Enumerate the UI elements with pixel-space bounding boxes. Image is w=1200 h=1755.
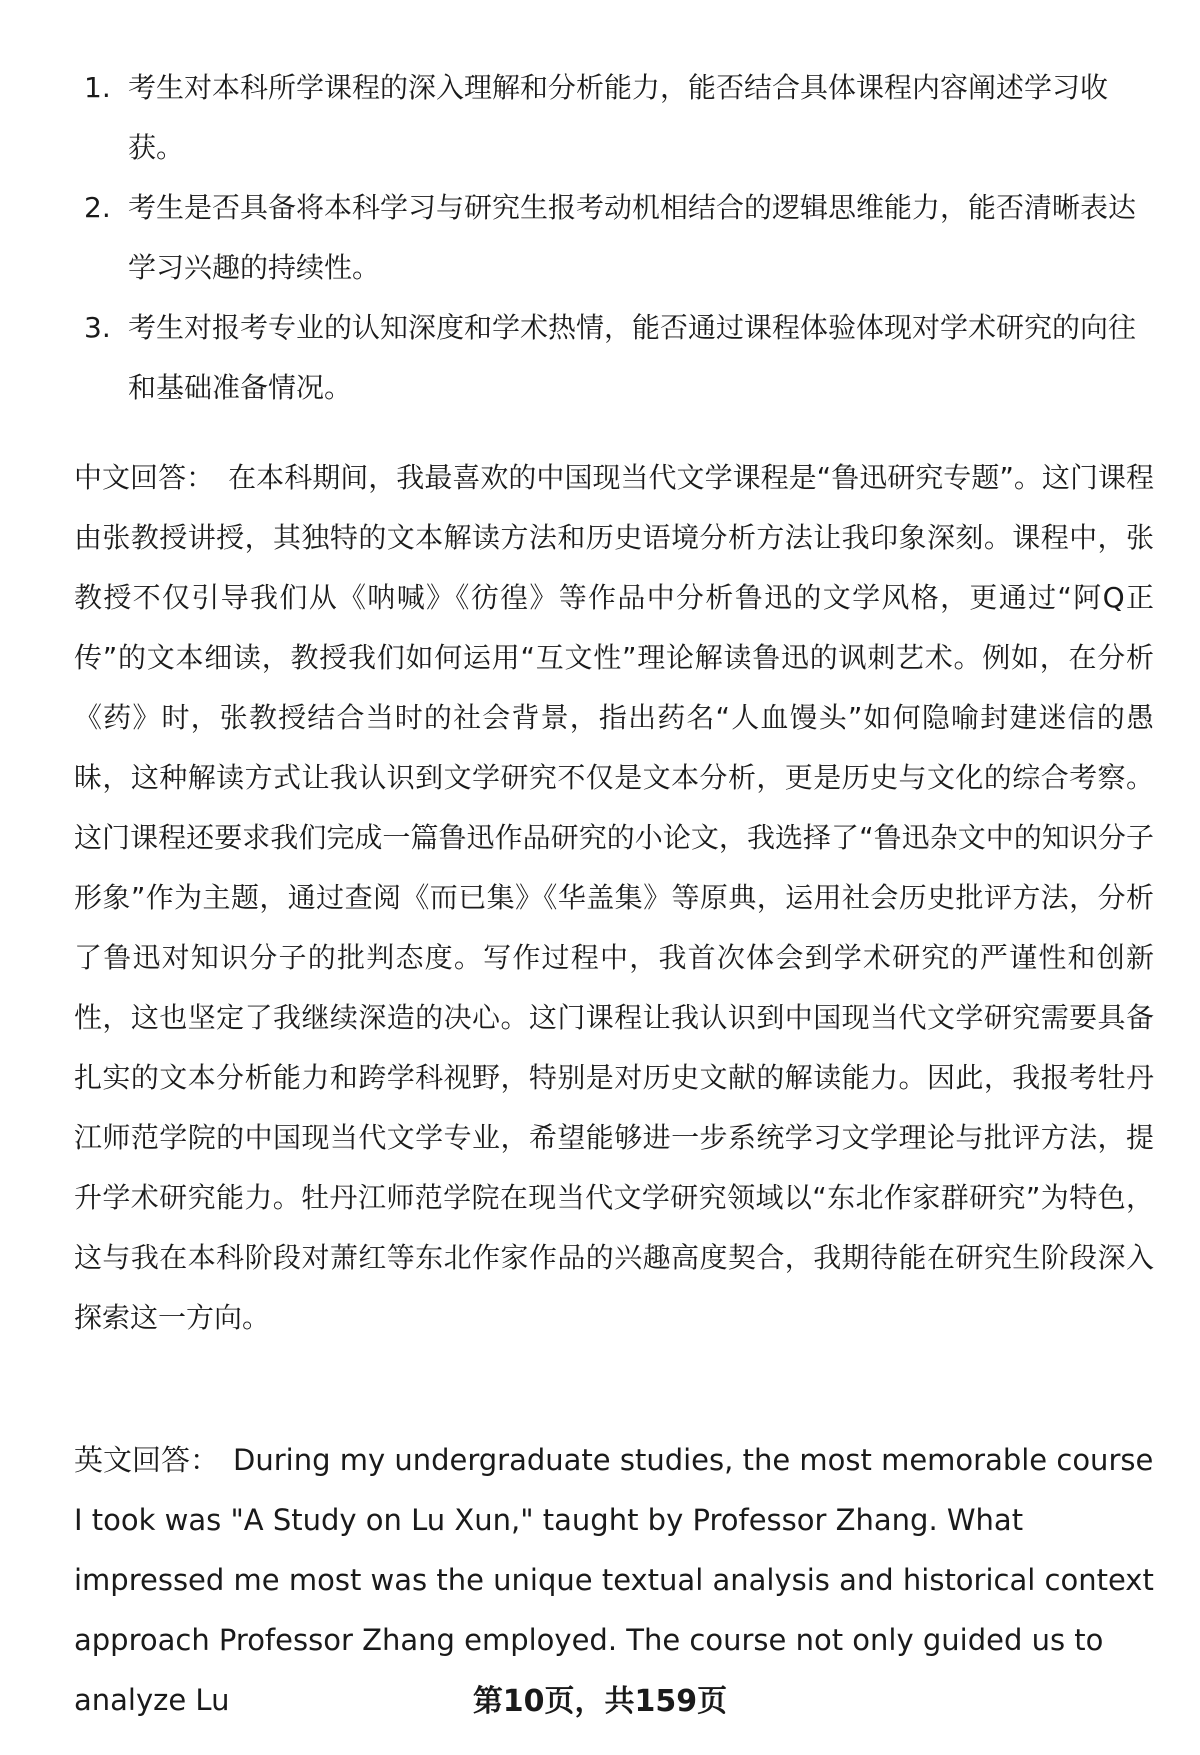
chinese-answer-text: 在本科期间，我最喜欢的中国现当代文学课程是“鲁迅研究专题”。这门课程由张教授讲授，其独特的文本解读方法和历史语境分析方法让我印象深刻。课程中，张教授不仅引导我们从《呐喊》《彷徨》等作品中分析鲁迅的文学风格，更通过“阿Q正传”的文本细读，教授我们如何运用“互文性”理论解读鲁迅的讽刺艺术。例如，在分析《药》时，张教授结合当时的社会背景，指出药名“人血馒头”如何隐喻封建迷信的愚昧，这种解读方式让我认识到文学研究不仅是文本分析，更是历史与文化的综合考察。这门课程还要求我们完成一篇鲁迅作品研究的小论文，我选择了“鲁迅杂文中的知识分子形象”作为主题，通过查阅《而已集》《华盖集》等原典，运用社会历史批评方法，分析了鲁迅对知识分子的批判态度。写作过程中，我首次体会到学术研究的严谨性和创新性，这也坚定了我继续深造的决心。这门课程让我认识到中国现当代文学研究需要具备扎实的文本分析能力和跨学科视野，特别是对历史文献的解读能力。因此，我报考牡丹江师范学院的中国现当代文学专业，希望能够进一步系统学习文学理论与批评方法，提升学术研究能力。牡丹江师范学院在现当代文学研究领域以“东北作家群研究”为特色，这与我在本科阶段对萧红等东北作家作品的兴趣高度契合，我期待能在研究生阶段深入探索这一方向。 [74, 461, 1154, 1334]
criteria-text: 考生对本科所学课程的深入理解和分析能力，能否结合具体课程内容阐述学习收获。 [128, 71, 1109, 164]
criteria-item [74, 178, 1154, 298]
chinese-answer-paragraph [74, 448, 1154, 1348]
criteria-number: 2. [84, 191, 111, 224]
evaluation-criteria-list [74, 58, 1154, 418]
criteria-item [74, 298, 1154, 418]
english-answer-text: During my undergraduate studies, the most memorable course I took was "A Study on Lu Xun," taught by Professor Zhang. What impressed me most was the unique textual analysis and historical context approach Professor Zhang employed. The course not only guided us to analyze Lu [74, 1443, 1154, 1717]
chinese-answer-label: 中文回答： [74, 461, 215, 494]
english-answer-label: 英文回答： [74, 1443, 220, 1477]
page-number-footer: 第10页，共159页 [472, 1684, 728, 1719]
criteria-text: 考生对报考专业的认知深度和学术热情，能否通过课程体验体现对学术研究的向往和基础准备情况。 [128, 311, 1137, 404]
criteria-item [74, 58, 1154, 178]
criteria-text: 考生是否具备将本科学习与研究生报考动机相结合的逻辑思维能力，能否清晰表达学习兴趣的持续性。 [128, 191, 1137, 284]
criteria-number: 1. [84, 71, 111, 104]
criteria-number: 3. [84, 311, 111, 344]
